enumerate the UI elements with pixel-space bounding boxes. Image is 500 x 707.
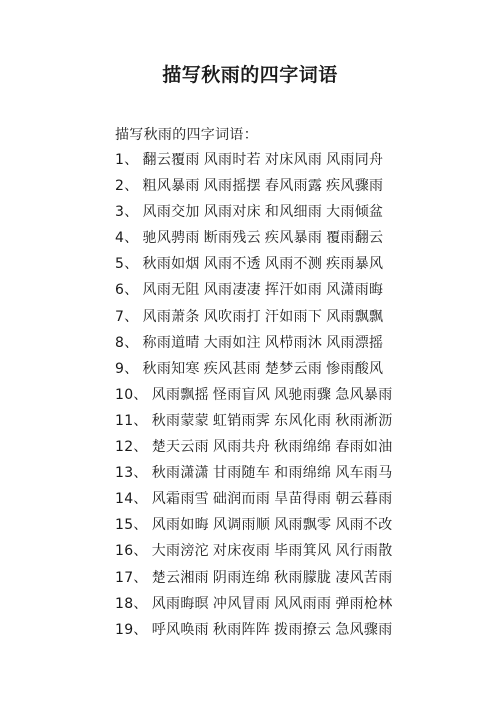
- idiom-word: 秋雨阵阵: [212, 621, 271, 638]
- idiom-word: 朝云暮雨: [335, 491, 393, 508]
- idiom-word: 覆雨翻云: [326, 230, 384, 247]
- idiom-word: 楚天云雨: [151, 439, 209, 456]
- item-number: 8、: [115, 334, 139, 351]
- item-number: 17、: [115, 569, 148, 586]
- list-item: [115, 385, 393, 411]
- idiom-word: 秋雨知寒: [142, 360, 200, 377]
- idiom-word: 疾风暴雨: [264, 230, 323, 247]
- list-item: [115, 541, 393, 567]
- item-number: 10、: [115, 386, 148, 403]
- idiom-word: 急风暴雨: [335, 386, 393, 403]
- item-number: 13、: [115, 465, 148, 482]
- idiom-word: 风雨凄凄: [203, 282, 261, 299]
- word-list: [115, 150, 393, 646]
- item-number: 15、: [115, 517, 148, 534]
- list-item: [115, 228, 393, 254]
- idiom-word: 风雨摇摆: [203, 178, 261, 195]
- idiom-word: 风雨同舟: [326, 152, 384, 168]
- idiom-word: 风车雨马: [335, 465, 393, 482]
- list-item: [115, 515, 393, 541]
- idiom-word: 风雨对床: [203, 204, 261, 221]
- idiom-word: 断雨残云: [203, 230, 261, 247]
- idiom-word: 翻云覆雨: [142, 152, 200, 168]
- idiom-word: 风雨晦暝: [151, 595, 209, 612]
- idiom-word: 春风雨露: [264, 178, 323, 195]
- idiom-word: 风雨飘零: [274, 517, 332, 534]
- idiom-word: 秋雨如烟: [142, 256, 200, 273]
- idiom-word: 甘雨随车: [212, 465, 271, 482]
- list-item: [115, 594, 393, 620]
- idiom-word: 挥汗如雨: [264, 282, 323, 299]
- item-number: 5、: [115, 256, 139, 273]
- idiom-word: 虹销雨霁: [212, 412, 271, 429]
- item-number: 9、: [115, 360, 139, 377]
- idiom-word: 风雨漂摇: [326, 334, 384, 351]
- idiom-word: 风行雨散: [335, 543, 393, 560]
- intro-text: 描写秋雨的四字词语：: [115, 127, 258, 143]
- idiom-word: 风风雨雨: [274, 595, 332, 612]
- idiom-word: 大雨如注: [203, 334, 261, 351]
- list-item: [115, 307, 393, 333]
- idiom-word: 风雨如晦: [151, 517, 209, 534]
- list-item: [115, 463, 393, 489]
- list-item: [115, 254, 393, 280]
- idiom-word: 急风骤雨: [335, 621, 393, 638]
- idiom-word: 风雨时若: [203, 152, 261, 168]
- idiom-word: 和风细雨: [264, 204, 323, 221]
- idiom-word: 凄风苦雨: [335, 569, 393, 586]
- item-number: 7、: [115, 308, 139, 325]
- document-title: 描写秋雨的四字词语: [162, 64, 338, 86]
- idiom-word: 和雨绵绵: [274, 465, 332, 482]
- idiom-word: 风雨不透: [203, 256, 261, 273]
- idiom-word: 阴雨连绵: [212, 569, 271, 586]
- idiom-word: 弹雨枪林: [335, 595, 393, 612]
- idiom-word: 风霜雨雪: [151, 491, 209, 508]
- list-item: [115, 280, 393, 306]
- idiom-word: 对床风雨: [264, 152, 323, 168]
- idiom-word: 东风化雨: [274, 412, 332, 429]
- idiom-word: 粗风暴雨: [142, 178, 200, 195]
- item-number: 16、: [115, 543, 148, 560]
- idiom-word: 风栉雨沐: [264, 334, 323, 351]
- idiom-word: 风雨飘飘: [326, 308, 384, 325]
- idiom-word: 毕雨箕风: [274, 543, 332, 560]
- idiom-word: 秋雨绵绵: [274, 439, 332, 456]
- idiom-word: 对床夜雨: [212, 543, 271, 560]
- item-number: 2、: [115, 178, 139, 195]
- idiom-word: 驰风骋雨: [142, 230, 200, 247]
- idiom-word: 拨雨撩云: [274, 621, 332, 638]
- idiom-word: 风雨不测: [264, 256, 323, 273]
- idiom-word: 旱苗得雨: [274, 491, 332, 508]
- list-item: [115, 489, 393, 515]
- item-number: 19、: [115, 621, 148, 638]
- list-item: [115, 411, 393, 437]
- idiom-word: 风雨无阻: [142, 282, 200, 299]
- idiom-word: 风驰雨骤: [274, 386, 332, 403]
- idiom-word: 楚梦云雨: [264, 360, 323, 377]
- idiom-word: 础润而雨: [212, 491, 271, 508]
- list-item: [115, 620, 393, 646]
- idiom-word: 大雨倾盆: [326, 204, 384, 221]
- idiom-word: 呼风唤雨: [151, 621, 209, 638]
- idiom-word: 汗如雨下: [264, 308, 323, 325]
- idiom-word: 怪雨盲风: [212, 386, 271, 403]
- idiom-word: 秋雨潇潇: [151, 465, 209, 482]
- idiom-word: 风吹雨打: [203, 308, 261, 325]
- idiom-word: 风雨不改: [335, 517, 393, 534]
- item-number: 1、: [115, 152, 139, 168]
- item-number: 11、: [115, 412, 148, 429]
- item-number: 12、: [115, 439, 148, 456]
- list-item: [115, 359, 393, 385]
- list-item: [115, 150, 393, 176]
- idiom-word: 疾风骤雨: [326, 178, 384, 195]
- idiom-word: 冲风冒雨: [212, 595, 271, 612]
- item-number: 6、: [115, 282, 139, 299]
- item-number: 14、: [115, 491, 148, 508]
- idiom-word: 大雨滂沱: [151, 543, 209, 560]
- list-item: [115, 333, 393, 359]
- idiom-word: 疾雨暴风: [326, 256, 384, 273]
- idiom-word: 风雨共舟: [212, 439, 271, 456]
- idiom-word: 惨雨酸风: [326, 360, 384, 377]
- idiom-word: 秋雨淅沥: [335, 412, 393, 429]
- list-item: [115, 437, 393, 463]
- list-item: [115, 202, 393, 228]
- idiom-word: 风雨萧条: [142, 308, 200, 325]
- idiom-word: 称雨道晴: [142, 334, 200, 351]
- list-item: [115, 568, 393, 594]
- idiom-word: 风雨飘摇: [151, 386, 209, 403]
- item-number: 3、: [115, 204, 139, 221]
- idiom-word: 春雨如油: [335, 439, 393, 456]
- idiom-word: 楚云湘雨: [151, 569, 209, 586]
- list-item: [115, 176, 393, 202]
- idiom-word: 风雨交加: [142, 204, 200, 221]
- idiom-word: 风潇雨晦: [326, 282, 384, 299]
- idiom-word: 疾风甚雨: [203, 360, 261, 377]
- idiom-word: 秋雨蒙蒙: [151, 412, 209, 429]
- idiom-word: 秋雨朦胧: [274, 569, 332, 586]
- item-number: 4、: [115, 230, 139, 247]
- idiom-word: 风调雨顺: [212, 517, 271, 534]
- item-number: 18、: [115, 595, 148, 612]
